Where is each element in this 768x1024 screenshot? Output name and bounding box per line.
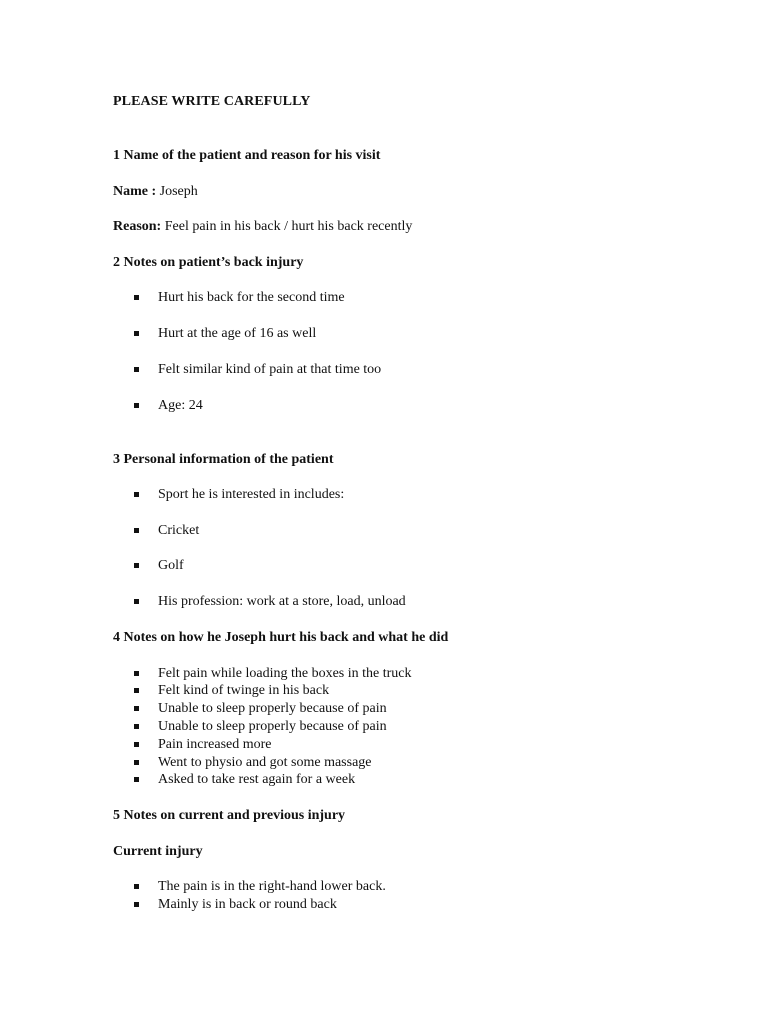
section-1-heading: 1 Name of the patient and reason for his visit <box>113 148 381 163</box>
list-item-text: His profession: work at a store, load, unload <box>158 594 406 609</box>
bullet-icon <box>134 528 139 533</box>
list-item-text: Mainly is in back or round back <box>158 897 337 912</box>
bullet-icon <box>134 671 139 676</box>
reason-line <box>113 218 412 236</box>
list-item-text: Felt kind of twinge in his back <box>158 683 330 698</box>
bullet-icon <box>134 367 139 372</box>
bullet-icon <box>134 563 139 568</box>
section-4-heading: 4 Notes on how he Joseph hurt his back and what he did <box>113 630 449 645</box>
bullet-icon <box>134 706 139 711</box>
list-item-text: Felt pain while loading the boxes in the truck <box>158 666 412 681</box>
list-item-text: Went to physio and got some massage <box>158 755 372 770</box>
list-item-text: Age: 24 <box>158 398 203 413</box>
list-item-text: Hurt his back for the second time <box>158 290 345 305</box>
list-item-text: Cricket <box>158 523 200 538</box>
bullet-icon <box>134 760 139 765</box>
document-title: PLEASE WRITE CAREFULLY <box>113 94 311 109</box>
bullet-icon <box>134 599 139 604</box>
section-5-heading: 5 Notes on current and previous injury <box>113 808 346 823</box>
bullet-icon <box>134 884 139 889</box>
list-item-text: Golf <box>158 558 184 573</box>
bullet-icon <box>134 688 139 693</box>
bullet-icon <box>134 403 139 408</box>
list-item-text: Unable to sleep properly because of pain <box>158 719 387 734</box>
bullet-icon <box>134 331 139 336</box>
name-line <box>113 183 198 201</box>
name-value: Joseph <box>159 184 198 199</box>
section-2-heading: 2 Notes on patient’s back injury <box>113 255 304 270</box>
list-item-text: Unable to sleep properly because of pain <box>158 701 387 716</box>
list-item-text: Sport he is interested in includes: <box>158 487 345 502</box>
bullet-icon <box>134 777 139 782</box>
list-item-text: Felt similar kind of pain at that time too <box>158 362 382 377</box>
bullet-icon <box>134 295 139 300</box>
list-item-text: The pain is in the right-hand lower back. <box>158 879 386 894</box>
list-item-text: Hurt at the age of 16 as well <box>158 326 317 341</box>
list-item-text: Asked to take rest again for a week <box>158 772 356 787</box>
section-3-heading: 3 Personal information of the patient <box>113 452 334 467</box>
list-item-text: Pain increased more <box>158 737 272 752</box>
reason-value: Feel pain in his back / hurt his back recently <box>164 219 413 234</box>
bullet-icon <box>134 492 139 497</box>
reason-label: Reason: <box>113 219 162 234</box>
bullet-icon <box>134 902 139 907</box>
bullet-icon <box>134 724 139 729</box>
current-injury-subheading: Current injury <box>113 844 203 859</box>
name-label: Name : <box>113 184 157 199</box>
bullet-icon <box>134 742 139 747</box>
